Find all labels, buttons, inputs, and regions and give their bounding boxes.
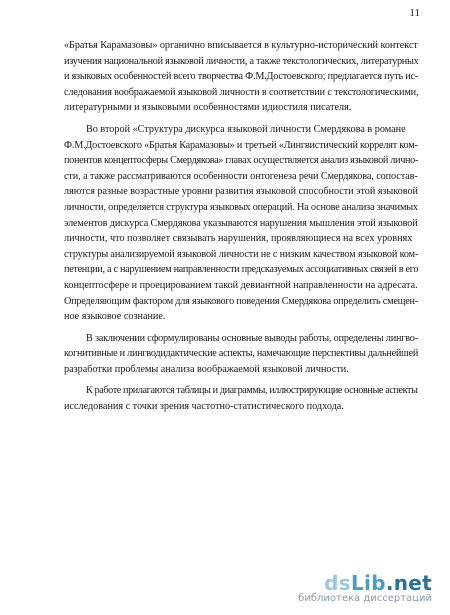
text-line: литературными и языковыми особенностями идиостиля писателя. — [64, 102, 352, 114]
body-text — [64, 38, 418, 415]
text-line: личности, определяется структура языковых операций. На основе анализа значимых — [64, 201, 418, 213]
text-line: личности, что позволяет связывать нарушения, проявляющиеся на всех уровнях — [64, 233, 413, 245]
paragraph — [64, 122, 418, 325]
text-line: Определяющим фактором для языкового поведения Смердякова определить смещен- — [64, 295, 418, 307]
dslib-logo: dsLib.net — [324, 571, 432, 595]
text-line: и языковых особенностей всего творчества Ф.М.Достоевского; предлагается путь ис- — [64, 71, 418, 83]
text-line: «Братья Карамазовы» органично вписывается в культурно-исторический контекст — [64, 40, 418, 51]
text-line: изучения национальной языковой личности, а также текстологических, литературных — [64, 55, 419, 67]
dslib-watermark — [298, 573, 432, 605]
text-line: элементов дискурса Смердякова указываются нарушения мышления этой языковой — [64, 217, 418, 229]
text-line: Во второй «Структура дискурса языковой личности Смердякова в романе — [86, 123, 406, 135]
paragraph — [64, 331, 418, 378]
text-line: следования воображаемой языковой личности в соответствии с текстологическими, — [64, 86, 419, 98]
text-line: К работе прилагаются таблицы и диаграммы, иллюстрирующие основные аспекты — [86, 385, 418, 397]
text-line: структуры анализируемой языковой личности не с низким качеством языковой ком- — [64, 248, 419, 260]
paragraph — [64, 383, 418, 414]
text-line: В заключении сформулированы основные выводы работы, определены лингво- — [86, 332, 418, 344]
watermark-subtitle: библиотека диссертаций — [298, 593, 432, 604]
text-line: когнитивные и лингводидактические аспекты, намечающие перспективы дальнейшей — [64, 348, 419, 360]
text-line: концептосфере и проецированием такой девиантной направленности на адресата. — [64, 279, 418, 291]
paragraph — [64, 38, 418, 116]
text-line: ляются разные возрастные уровни развития языковой способности этой языковой — [64, 186, 418, 198]
text-line: Ф.М.Достоевского «Братья Карамазовы» и третьей «Лингвистический коррелят ком- — [64, 139, 418, 151]
text-line: исследования с точки зрения частотно-статистического подхода. — [64, 401, 344, 413]
text-line: разработки проблемы анализа воображаемой языковой личности. — [64, 363, 349, 375]
text-line: петенции, а с нарушением направленности предсказуемых ассоциативных связей в его — [64, 264, 419, 276]
page-number: 11 — [409, 7, 420, 19]
text-line: ное языковое сознание. — [64, 311, 166, 323]
text-line: сти, а также рассматриваются особенности онтогенеза речи Смердякова, сопостав- — [64, 170, 418, 182]
text-line: понентов концептосферы Смердякова» главах осуществляется анализ языковой лично- — [64, 155, 419, 167]
